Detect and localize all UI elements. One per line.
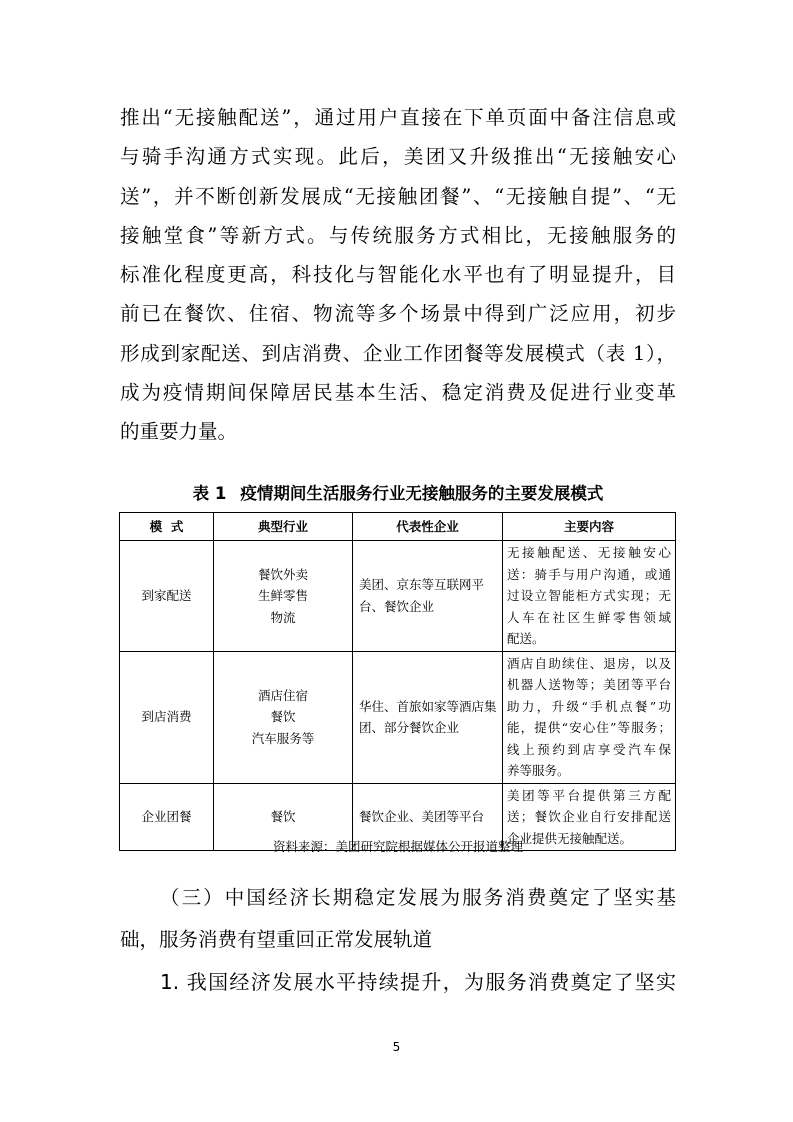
cell-enterprises: 华住、首旅如家等酒店集团、部分餐饮企业 (353, 651, 503, 783)
development-modes-table (119, 512, 676, 851)
table-row (120, 651, 676, 783)
cell-mode: 到店消费 (120, 651, 214, 783)
content-line: 人车在社区生鲜零售领域 (507, 609, 671, 625)
paragraph-line: 形成到家配送、到店消费、企业工作团餐等发展模式（表 1）， (120, 341, 676, 365)
header-mode: 模 式 (120, 513, 214, 541)
industry-item: 物流 (270, 609, 296, 625)
paragraph-line: 前已在餐饮、住宿、物流等多个场景中得到广泛应用，初步 (120, 302, 676, 326)
header-industry: 典型行业 (214, 513, 353, 541)
section-heading-line: 础，服务消费有望重回正常发展轨道 (120, 928, 433, 951)
content-line: 过设立智能柜方式实现；无 (507, 588, 671, 603)
cell-industries (214, 651, 353, 783)
cell-enterprises: 餐饮企业、美团等平台 (353, 783, 503, 851)
page-number: 5 (392, 1040, 401, 1054)
industry-item: 生鲜零售 (257, 588, 308, 603)
industry-item: 汽车服务等 (251, 730, 315, 746)
content-line: 美团等平台提供第三方配 (507, 787, 671, 803)
paragraph-line: 的重要力量。 (120, 420, 238, 444)
cell-industries (214, 541, 353, 652)
table-caption (120, 480, 676, 504)
content-line: 送；餐饮企业自行安排配送 (507, 809, 671, 824)
content-line: 机器人送物等；美团等平台 (507, 677, 671, 692)
table-row (120, 541, 676, 652)
content-line: 配送。 (507, 631, 545, 646)
table-source-note: 资料来源：美团研究院根据媒体公开报道整理 (272, 839, 523, 854)
header-enterprise: 代表性企业 (353, 513, 503, 541)
industry-item: 餐饮 (270, 709, 296, 725)
content-line: 助力，升级“手机点餐”功 (507, 698, 671, 714)
paragraph-line: 成为疫情期间保障居民基本生活、稳定消费及促进行业变革 (120, 381, 676, 405)
header-content: 主要内容 (503, 513, 676, 541)
paragraph-line: 接触堂食”等新方式。与传统服务方式相比，无接触服务的 (120, 223, 676, 247)
table-caption-number: 表 1 (192, 484, 227, 503)
content-line: 养等服务。 (507, 763, 570, 778)
content-line: 无接触配送、无接触安心 (507, 545, 671, 560)
cell-mode: 到家配送 (120, 541, 214, 652)
industry-item: 餐饮 (270, 809, 296, 824)
cell-content (503, 541, 676, 652)
table-header-row (120, 513, 676, 541)
cell-mode: 企业团餐 (120, 783, 214, 851)
industry-item: 餐饮外卖 (257, 566, 308, 582)
cell-enterprises: 美团、京东等互联网平台、餐饮企业 (353, 541, 503, 652)
section-heading (120, 877, 676, 961)
content-line: 线上预约到店享受汽车保 (507, 741, 671, 757)
content-line: 企业提供无接触配送。 (507, 830, 633, 846)
paragraph-line: 标准化程度更高，科技化与智能化水平也有了明显提升，目 (120, 263, 676, 287)
section-heading-line: （三）中国经济长期稳定发展为服务消费奠定了坚实基 (160, 886, 676, 909)
paragraph-line: 送”，并不断创新发展成“无接触团餐”、“无接触自提”、“无 (120, 184, 676, 208)
table-caption-title: 疫情期间生活服务行业无接触服务的主要发展模式 (240, 484, 604, 503)
body-paragraph (120, 98, 676, 452)
industry-item: 酒店住宿 (257, 687, 308, 703)
paragraph-line: 与骑手沟通方式实现。此后，美团又升级推出“无接触安心 (120, 145, 676, 169)
paragraph-line: 推出“无接触配送”，通过用户直接在下单页面中备注信息或 (120, 106, 676, 129)
content-line: 送：骑手与用户沟通，或通 (507, 566, 671, 582)
subsection-heading: 1. 我国经济发展水平持续提升，为服务消费奠定了坚实 (160, 970, 676, 994)
content-line: 能，提供“安心住”等服务； (507, 720, 671, 735)
content-line: 酒店自助续住、退房，以及 (507, 655, 671, 671)
cell-content (503, 651, 676, 783)
